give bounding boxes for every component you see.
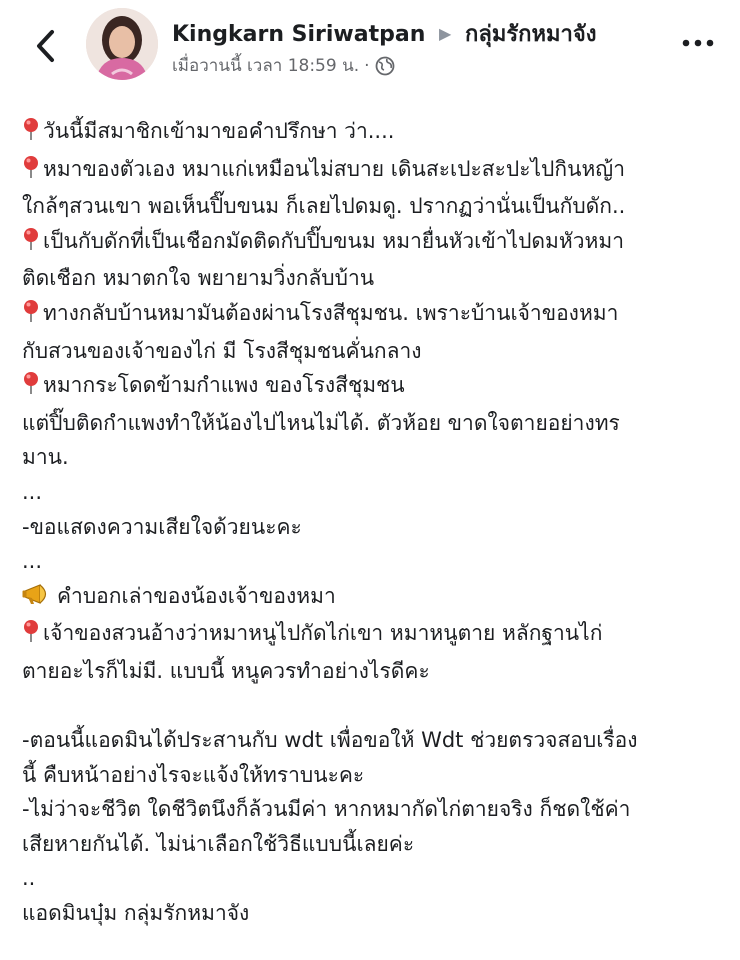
round-pushpin-icon — [22, 619, 40, 654]
post-line: หมากระโดดข้ามกำแพง ของโรงสีชุมชน — [22, 368, 722, 406]
author-line — [172, 16, 596, 51]
avatar[interactable] — [86, 8, 158, 80]
more-options-button[interactable] — [678, 28, 718, 58]
post-line: ทางกลับบ้านหมามันต้องผ่านโรงสีชุมชน. เพราะบ้านเจ้าของหมา — [22, 296, 722, 334]
chevron-left-icon — [34, 29, 56, 63]
post-line: ... — [22, 479, 43, 504]
post-line: นี้ คืบหน้าอย่างไรจะแจ้งให้ทราบนะคะ — [22, 762, 365, 787]
blank-line — [22, 689, 722, 724]
post-line: .. — [22, 866, 36, 891]
post-line: แต่ปิ๊บติดกำแพงทำให้น้องไปไหนไม่ได้. ตัวห้อย ขาดใจตายอย่างทร — [22, 410, 620, 435]
more-horizontal-icon — [682, 39, 714, 47]
globe-icon[interactable] — [375, 56, 395, 76]
play-triangle-icon: ▶ — [439, 24, 452, 43]
round-pushpin-icon — [22, 227, 40, 262]
round-pushpin-icon — [22, 371, 40, 406]
group-name[interactable]: กลุ่มรักหมาจัง — [465, 22, 597, 47]
post-line: ตายอะไรก็ไม่มี. แบบนี้ หนูควรทำอย่างไรดีคะ — [22, 658, 430, 683]
post-line: -ตอนนี้แอดมินได้ประสานกับ wdt เพื่อขอให้ Wdt ช่วยตรวจสอบเรื่อง — [22, 728, 638, 753]
post-line: ... — [22, 549, 43, 574]
round-pushpin-icon — [22, 117, 40, 152]
round-pushpin-icon — [22, 155, 40, 190]
post-line: วันนี้มีสมาชิกเข้ามาขอคำปรึกษา ว่า.... — [22, 114, 722, 152]
avatar-image — [86, 8, 158, 80]
meta-separator: · — [364, 55, 370, 76]
back-button[interactable] — [28, 26, 62, 66]
post-line: ติดเชือก หมาตกใจ พยายามวิ่งกลับบ้าน — [22, 266, 375, 291]
post-line: กับสวนของเจ้าของไก่ มี โรงสีชุมชนคั่นกลาง — [22, 338, 422, 363]
post-timestamp[interactable]: เมื่อวานนี้ เวลา 18:59 น. — [172, 56, 360, 76]
post-body — [22, 114, 722, 931]
post-line: คำบอกเล่าของน้องเจ้าของหมา — [22, 579, 722, 617]
post-header — [0, 0, 740, 96]
post-meta — [172, 52, 395, 79]
post-line: เสียหายกันได้. ไม่น่าเลือกใช้วิธีแบบนี้เลยค่ะ — [22, 831, 415, 856]
megaphone-icon — [22, 582, 54, 617]
post-line: -ไม่ว่าจะชีวิต ใดชีวิตนึงก็ล้วนมีค่า หากหมากัดไก่ตายจริง ก็ชดใช้ค่า — [22, 797, 631, 822]
post-line: เป็นกับดักที่เป็นเชือกมัดติดกับปิ๊บขนม หมายื่นหัวเข้าไปดมหัวหมา — [22, 224, 722, 262]
author-name[interactable]: Kingkarn Siriwatpan — [172, 22, 426, 47]
post-line: มาน. — [22, 445, 69, 470]
post-line: ใกล้ๆสวนเขา พอเห็นปิ๊บขนม ก็เลยไปดมดู. ปรากฏว่านั่นเป็นกับดัก.. — [22, 194, 626, 219]
post-line: เจ้าของสวนอ้างว่าหมาหนูไปกัดไก่เขา หมาหนูตาย หลักฐานไก่ — [22, 616, 722, 654]
post-line: แอดมินบุ๋ม กลุ่มรักหมาจัง — [22, 901, 250, 926]
post-line: -ขอแสดงความเสียใจด้วยนะคะ — [22, 514, 302, 539]
post-line: หมาของตัวเอง หมาแก่เหมือนไม่สบาย เดินสะเปะสะปะไปกินหญ้า — [22, 152, 722, 190]
round-pushpin-icon — [22, 299, 40, 334]
